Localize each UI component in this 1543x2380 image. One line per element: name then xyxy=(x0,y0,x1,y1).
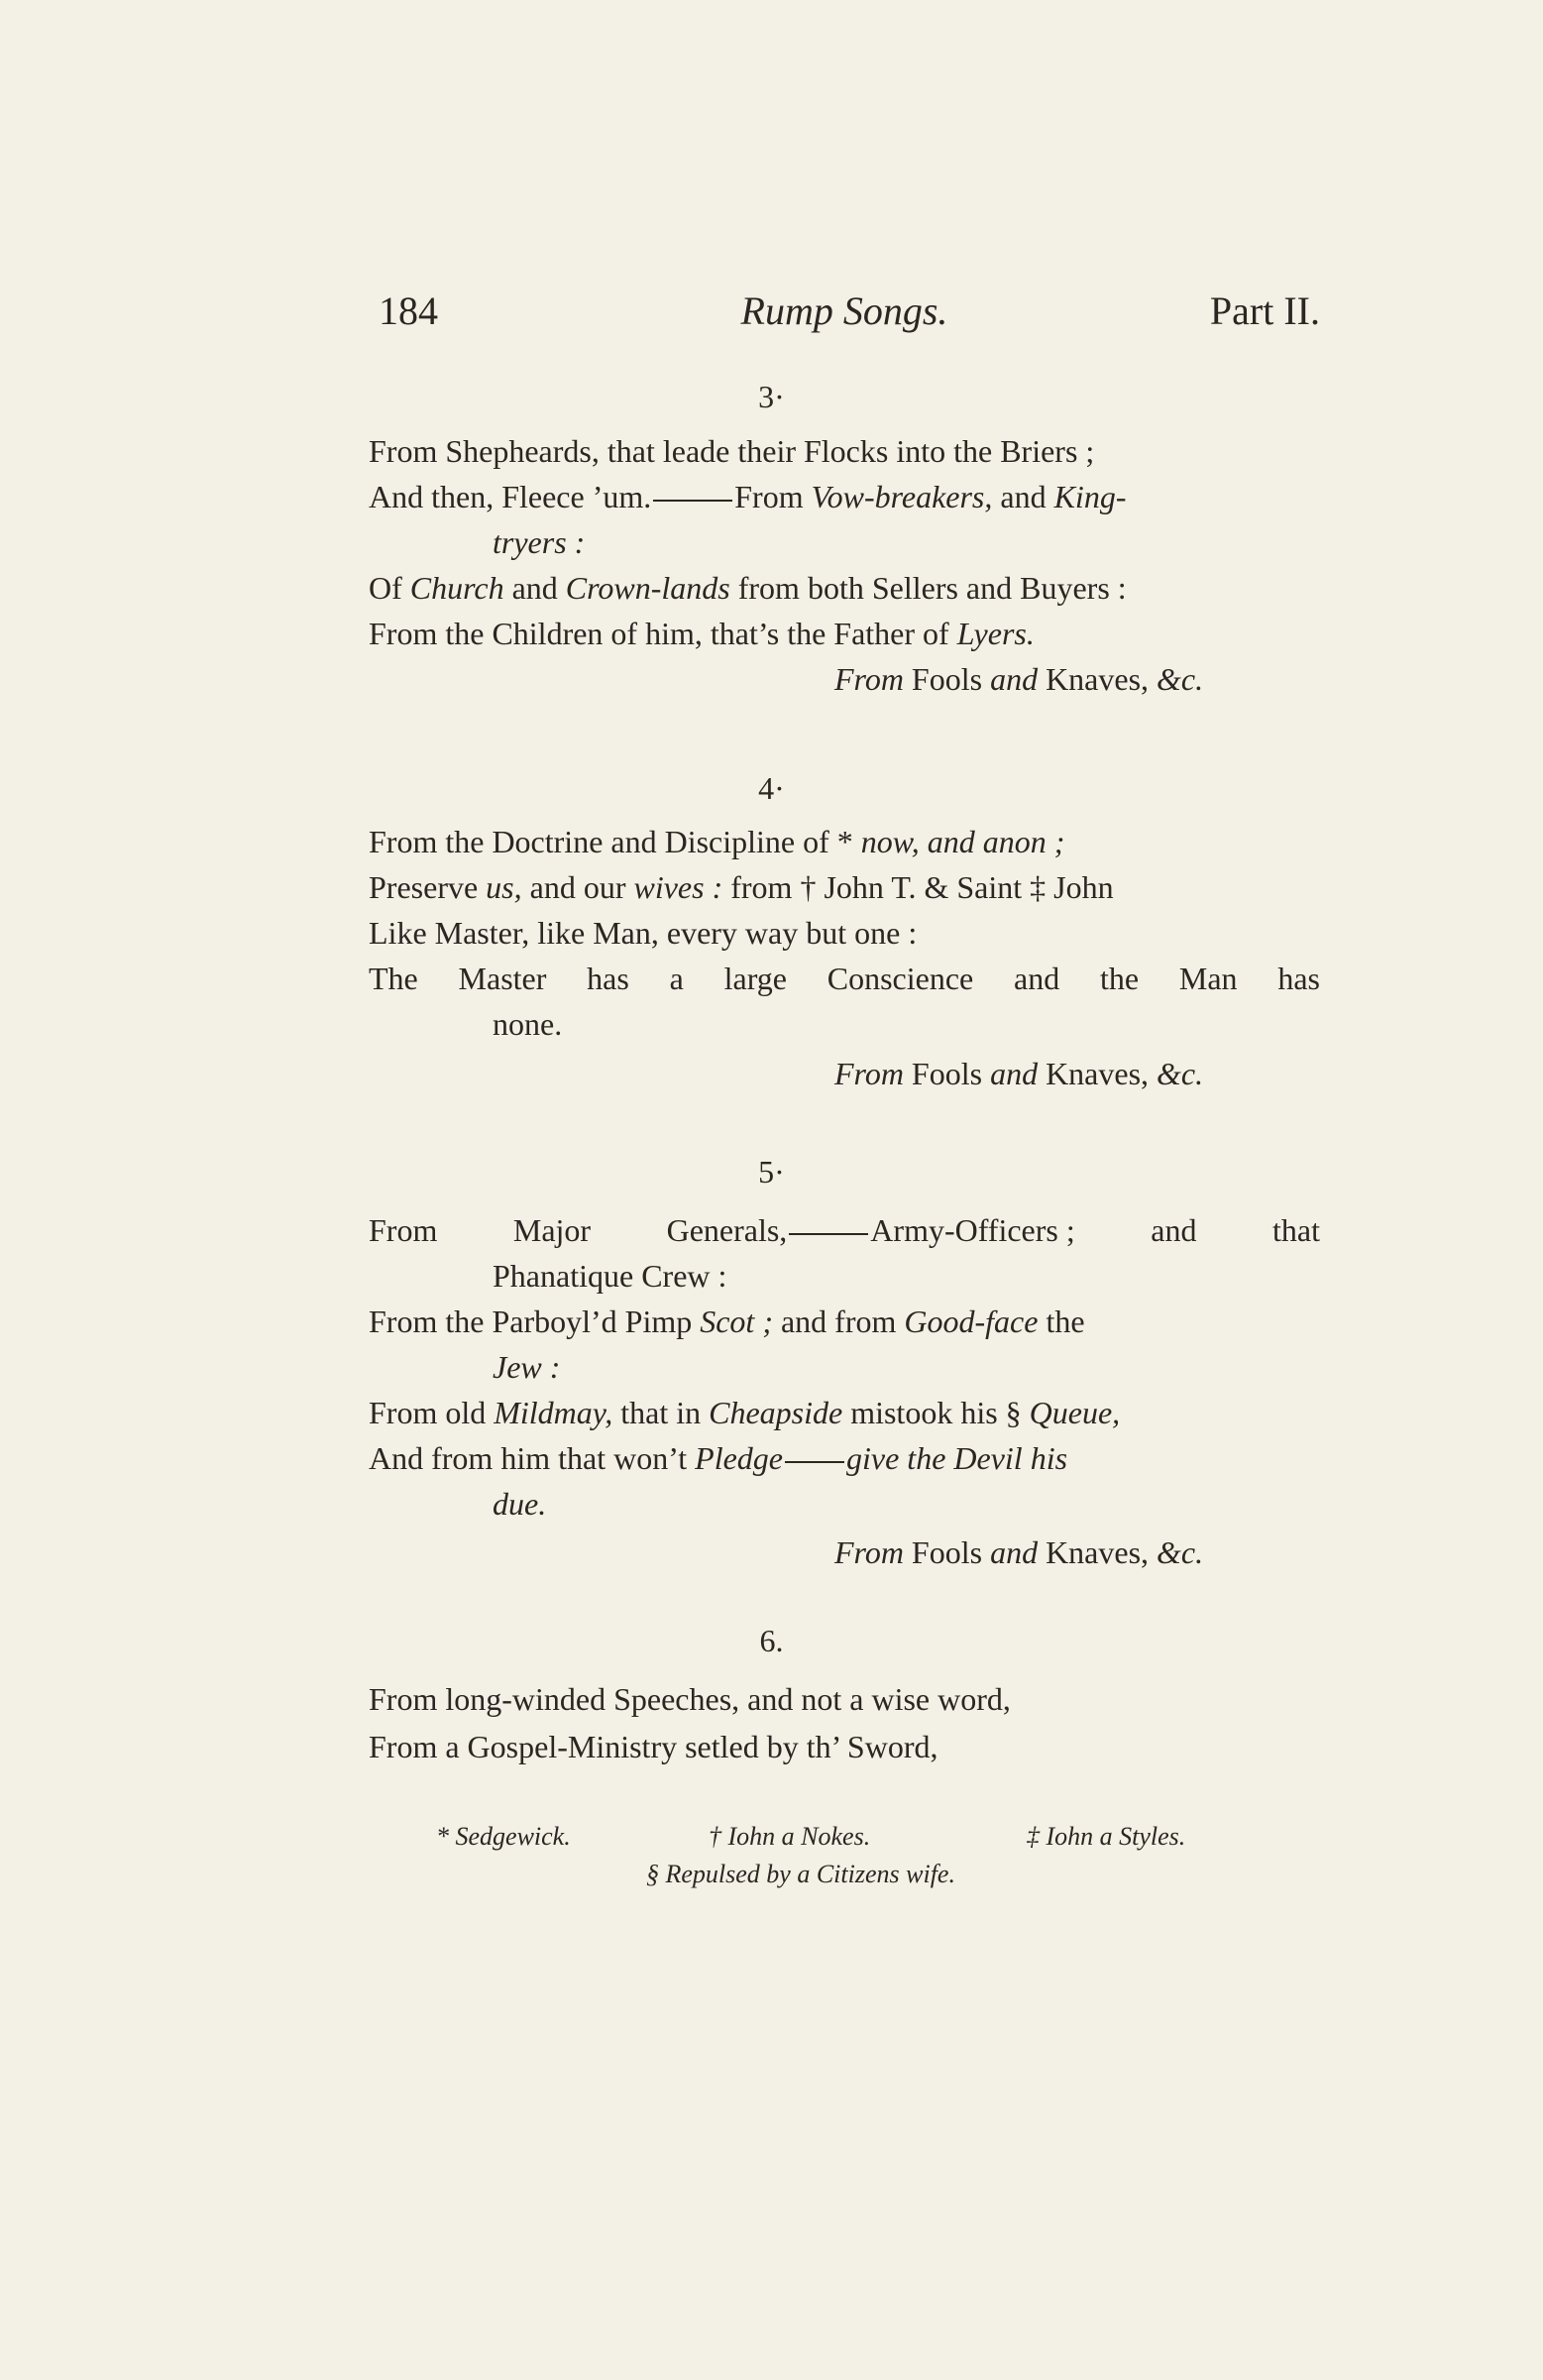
verse-line: Jew : xyxy=(493,1349,561,1385)
verse-line: From long-winded Speeches, and not a wise word, xyxy=(369,1681,1011,1717)
verse-line: From old Mildmay, that in Cheapside mistook his § Queue, xyxy=(369,1395,1121,1430)
footnote: * Sedgewick. xyxy=(436,1822,571,1851)
verse-line: Preserve us, and our wives : from † John T. & Saint ‡ John xyxy=(369,869,1114,905)
running-title: Rump Songs. xyxy=(740,288,948,333)
verse-line: none. xyxy=(493,1006,563,1042)
verse-line: due. xyxy=(493,1486,547,1522)
em-dash xyxy=(789,1233,868,1235)
verse-line: And from him that won’t Pledge give the Devil his xyxy=(369,1440,1068,1476)
verse-line: And then, Fleece ’um. From Vow-breakers, and King- xyxy=(369,479,1127,514)
part-label: Part II. xyxy=(1209,288,1320,333)
stanza-number: 4· xyxy=(758,770,785,806)
page-number: 184 xyxy=(379,288,438,333)
refrain-line: From Fools and Knaves, &c. xyxy=(834,1534,1204,1570)
refrain-line: From Fools and Knaves, &c. xyxy=(834,661,1204,697)
verse-line: tryers : xyxy=(493,524,586,560)
verse-line: The Master has a large Conscience and the Man has xyxy=(369,961,1320,996)
stanza-number: 5· xyxy=(758,1154,785,1190)
verse-line: From the Children of him, that’s the Father of Lyers. xyxy=(369,616,1035,651)
em-dash xyxy=(785,1461,844,1463)
verse-line: Phanatique Crew : xyxy=(493,1258,727,1294)
verse-line: From Major Generals, Army-Officers ; and that xyxy=(369,1212,1320,1248)
verse-line: From the Doctrine and Discipline of * now, and anon ; xyxy=(369,824,1065,859)
stanza-number: 6. xyxy=(759,1623,784,1658)
footnote: ‡ Iohn a Styles. xyxy=(1027,1822,1186,1851)
refrain-line: From Fools and Knaves, &c. xyxy=(834,1056,1204,1091)
verse-line: From a Gospel-Ministry setled by th’ Sword, xyxy=(369,1729,938,1764)
verse-line: Of Church and Crown-lands from both Sellers and Buyers : xyxy=(369,570,1127,606)
em-dash xyxy=(653,500,732,502)
footnote: § Repulsed by a Citizens wife. xyxy=(646,1860,955,1888)
footnote: † Iohn a Nokes. xyxy=(709,1822,871,1851)
verse-line: From the Parboyl’d Pimp Scot ; and from Good-face the xyxy=(369,1303,1085,1339)
stanza-number: 3· xyxy=(758,379,785,414)
verse-line: Like Master, like Man, every way but one : xyxy=(369,915,918,951)
running-header xyxy=(369,287,1320,347)
verse-line: From Shepheards, that leade their Flocks into the Briers ; xyxy=(369,433,1095,469)
